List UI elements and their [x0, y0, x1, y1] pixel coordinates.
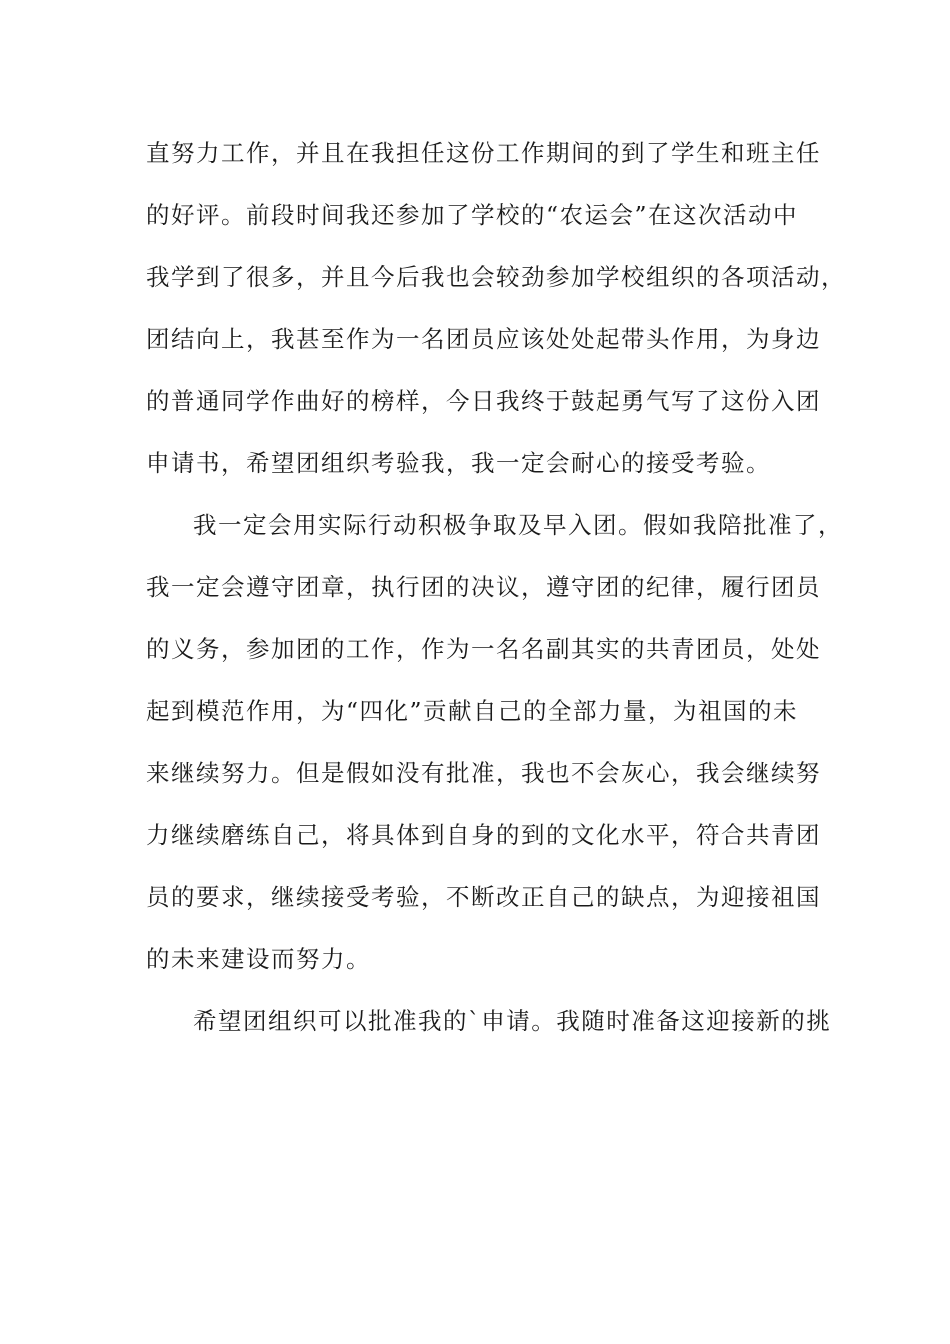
text-line-6: 申请书，希望团组织考验我，我一定会耐心的接受考验。 [146, 449, 771, 477]
text-line-11: 来继续努力。但是假如没有批准，我也不会灰心，我会继续努 [146, 759, 821, 787]
text-line-5: 的普通同学作曲好的榜样，今日我终于鼓起勇气写了这份入团 [146, 387, 821, 415]
text-line-7: 我一定会用实际行动积极争取及早入团。假如我陪批准了， [193, 511, 843, 539]
text-line-14: 的未来建设而努力。 [146, 945, 371, 973]
text-line-1: 直努力工作，并且在我担任这份工作期间的到了学生和班主任 [146, 139, 821, 167]
text-line-13: 员的要求，继续接受考验，不断改正自己的缺点，为迎接祖国 [146, 883, 821, 911]
text-line-9: 的义务，参加团的工作，作为一名名副其实的共青团员，处处 [146, 635, 821, 663]
text-line-15: 希望团组织可以批准我的`申请。我随时准备这迎接新的挑 [193, 1007, 832, 1035]
body-text [146, 122, 846, 1052]
text-line-10: 起到模范作用，为“四化”贡献自己的全部力量，为祖国的未 [146, 697, 799, 725]
text-line-12: 力继续磨练自己，将具体到自身的到的文化水平，符合共青团 [146, 821, 821, 849]
text-line-3: 我学到了很多，并且今后我也会较劲参加学校组织的各项活动， [146, 263, 846, 291]
text-line-4: 团结向上，我甚至作为一名团员应该处处起带头作用，为身边 [146, 325, 821, 353]
text-line-8: 我一定会遵守团章，执行团的决议，遵守团的纪律，履行团员 [146, 573, 821, 601]
text-line-2: 的好评。前段时间我还参加了学校的“农运会”在这次活动中 [146, 201, 799, 229]
